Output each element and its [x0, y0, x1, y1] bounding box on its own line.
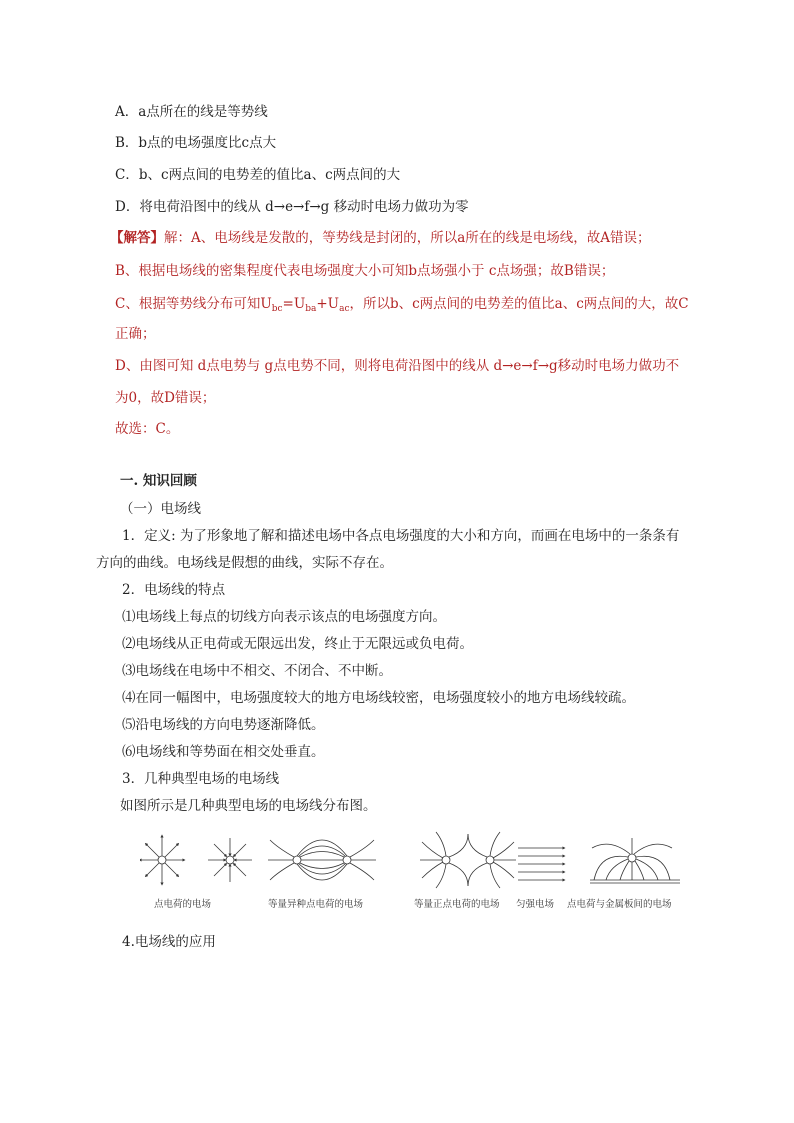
charge-plate-field [590, 838, 680, 883]
caption-uniform: 匀强电场 [516, 899, 555, 910]
dipole-field [268, 840, 376, 880]
answer-text-1: 解：A、电场线是发散的，等势线是封闭的，所以a所在的线是电场线，故A错误； [164, 230, 651, 246]
feature-6: ⑹电场线和等势面在相交处垂直。 [122, 744, 325, 760]
point-charge-field-2 [208, 838, 252, 882]
definition-line-1: 1．定义: 为了形象地了解和描述电场中各点电场强度的大小和方向，而画在电场中的一条条有 [122, 528, 680, 544]
like-charges-field [420, 832, 516, 888]
answer-text-3b: =U [282, 296, 306, 312]
typical-title: 3．几种典型电场的电场线 [122, 771, 280, 787]
application-title: 4.电场线的应用 [122, 934, 216, 950]
sub-bc: bc [271, 304, 283, 314]
caption-point-charge: 点电荷的电场 [154, 899, 212, 910]
answer-line-5: D、由图可知 d点电势与 g点电势不同，则将电荷沿图中的线从 d→e→f→g移动时电场力做功不 [115, 358, 680, 374]
sub-ac: ac [339, 304, 350, 314]
feature-2: ⑵电场线从正电荷或无限远出发，终止于无限远或负电荷。 [122, 636, 473, 652]
answer-text-3d: ，所以b、c两点间的电势差的值比a、c两点间的大，故C [349, 296, 689, 312]
field-lines-figure [140, 828, 700, 892]
point-charge-field-1 [140, 836, 184, 884]
caption-like-charges: 等量正点电荷的电场 [414, 899, 500, 910]
answer-text-3a: C、根据等势线分布可知U [115, 296, 272, 312]
sub-heading: （一）电场线 [120, 501, 201, 517]
answer-line-6: 为0，故D错误； [115, 390, 216, 406]
option-a: A．a点所在的线是等势线 [115, 104, 268, 120]
features-title: 2．电场线的特点 [122, 582, 226, 598]
feature-3: ⑶电场线在电场中不相交、不闭合、不中断。 [122, 663, 392, 679]
caption-charge-plate: 点电荷与金属板间的电场 [567, 899, 672, 910]
answer-text-3c: +U [316, 296, 340, 312]
option-d: D．将电荷沿图中的线从 d→e→f→g 移动时电场力做功为零 [115, 199, 469, 215]
feature-4: ⑷在同一幅图中，电场强度较大的地方电场线较密，电场强度较小的地方电场线较疏。 [122, 690, 635, 706]
answer-line-2: B、根据电场线的密集程度代表电场强度大小可知b点场强小于 c点场强；故B错误； [115, 263, 615, 279]
answer-line-3 [115, 295, 689, 313]
uniform-field [518, 848, 564, 880]
answer-line-7: 故选：C。 [115, 421, 180, 437]
feature-1: ⑴电场线上每点的切线方向表示该点的电场强度方向。 [122, 609, 446, 625]
answer-line-4: 正确； [115, 326, 156, 342]
answer-line-1 [110, 229, 651, 247]
sub-ba: ba [305, 304, 317, 314]
option-c: C．b、c两点间的电势差的值比a、c两点间的大 [115, 167, 401, 183]
answer-tag: 【解答】 [110, 230, 164, 246]
definition-line-2: 方向的曲线。电场线是假想的曲线，实际不存在。 [96, 555, 393, 571]
feature-5: ⑸沿电场线的方向电势逐渐降低。 [122, 717, 325, 733]
caption-dipole: 等量异种点电荷的电场 [268, 899, 364, 910]
section-heading: 一. 知识回顾 [120, 473, 197, 489]
typical-description: 如图所示是几种典型电场的电场线分布图。 [120, 798, 377, 814]
option-b: B．b点的电场强度比c点大 [115, 135, 277, 151]
